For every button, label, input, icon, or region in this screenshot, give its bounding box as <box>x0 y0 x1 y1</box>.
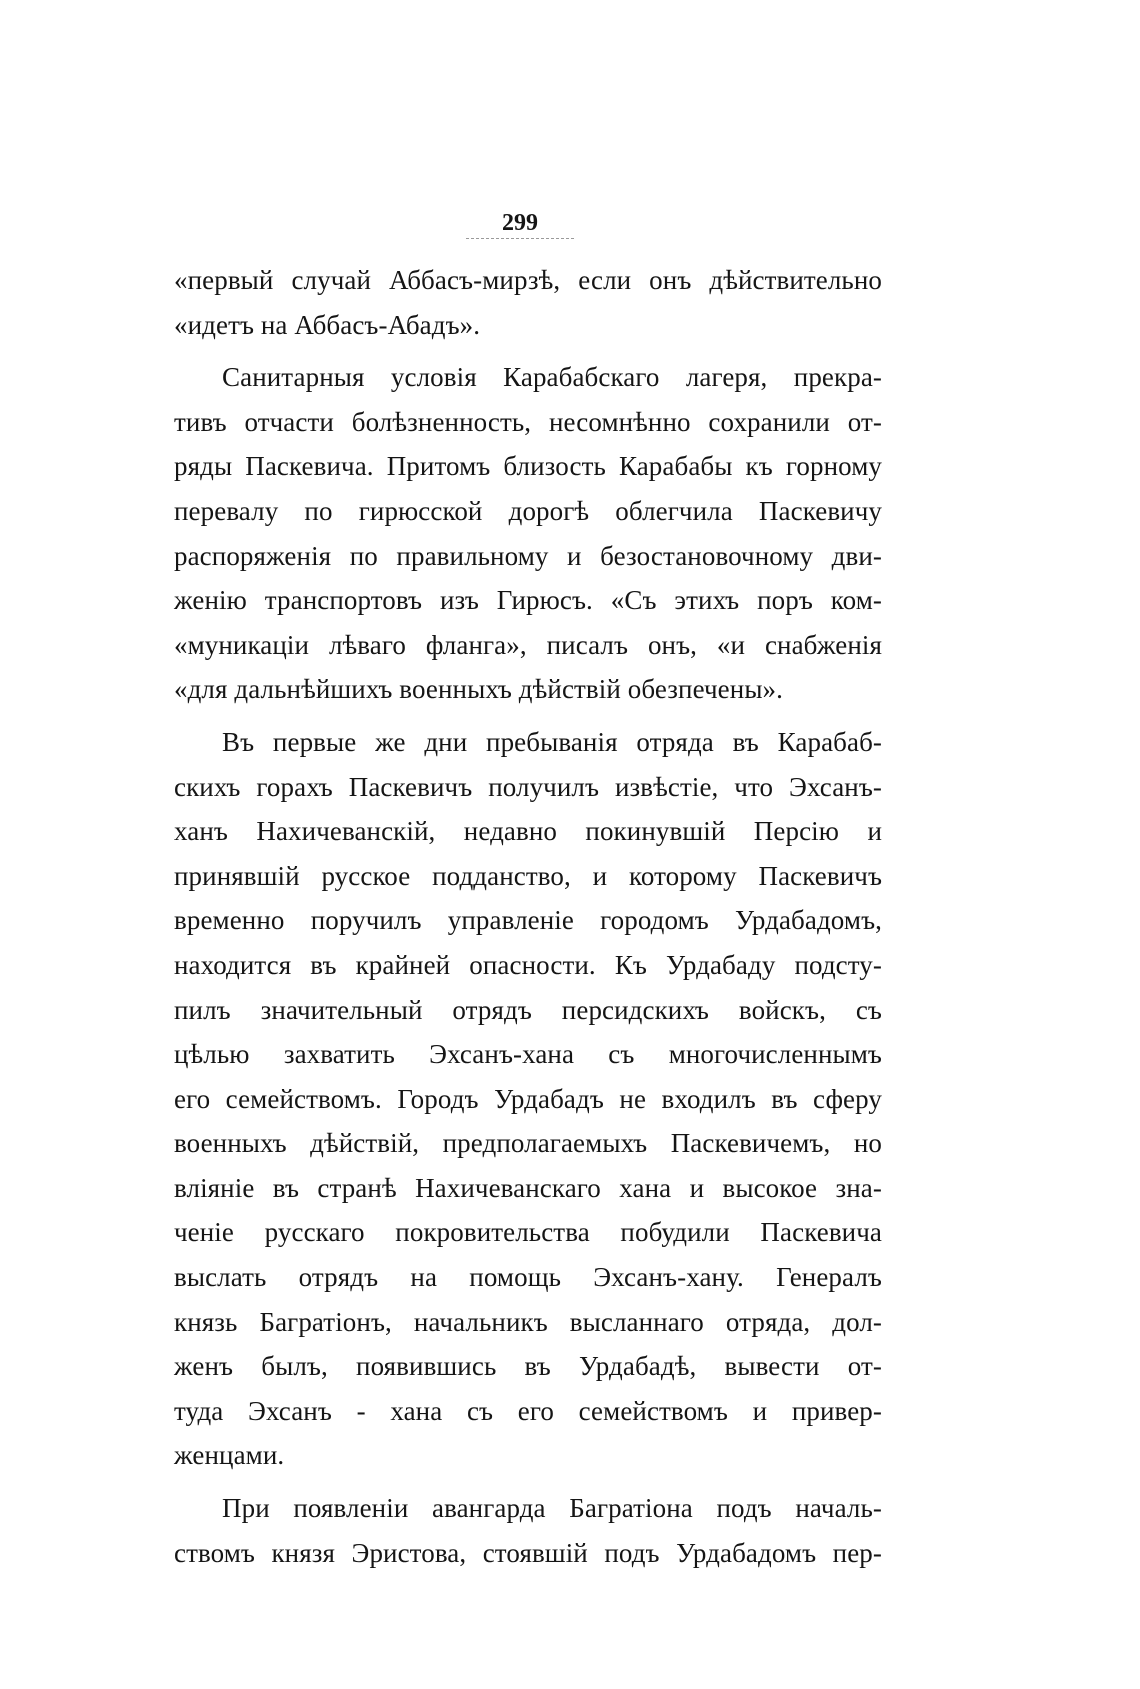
page-number: 299 <box>502 210 538 236</box>
text-line: «первый случай Аббасъ-мирзѣ, если онъ дѣйствительно <box>174 265 882 295</box>
text-line: вліяніе въ странѣ Нахичеванскаго хана и высокое зна- <box>174 1172 882 1203</box>
text-line: ханъ Нахичеванскій, недавно покинувшій Персію и <box>174 816 882 847</box>
text-line: ствомъ князя Эристова, стоявшій подъ Урдабадомъ пер- <box>174 1537 882 1568</box>
page-number-rule <box>466 238 574 239</box>
text-line: его семействомъ. Городъ Урдабадъ не входилъ въ сферу <box>174 1083 882 1114</box>
text-line: тивъ отчасти болѣзненность, несомнѣнно сохранили от- <box>174 406 882 437</box>
text-line: перевалу по гирюсской дорогѣ облегчила Паскевичу <box>174 495 882 526</box>
text-line: «идетъ на Аббасъ-Абадъ». <box>174 309 481 340</box>
text-line: находится въ крайней опасности. Къ Урдабаду подсту- <box>174 949 882 980</box>
text-line: князь Багратіонъ, начальникъ высланнаго отряда, дол- <box>174 1306 882 1337</box>
text-line: женцами. <box>174 1440 285 1471</box>
text-line: женію транспортовъ изъ Гирюсъ. «Съ этихъ поръ ком- <box>174 585 882 616</box>
text-line: скихъ горахъ Паскевичъ получилъ извѣстіе, что Эхсанъ- <box>174 771 882 802</box>
text-line: «для дальнѣйшихъ военныхъ дѣйствій обезпечены». <box>174 674 784 705</box>
text-line: Санитарныя условія Карабабскаго лагеря, прекра- <box>222 362 882 393</box>
text-line: женъ былъ, появившись въ Урдабадѣ, вывести от- <box>174 1351 882 1382</box>
text-line: При появленіи авангарда Багратіона подъ началь- <box>222 1493 882 1524</box>
text-line: Въ первые же дни пребыванія отряда въ Карабаб- <box>222 726 882 757</box>
text-line: пилъ значительный отрядъ персидскихъ войскъ, съ <box>174 994 882 1025</box>
text-line: «муникаціи лѣваго фланга», писалъ онъ, «и снабженія <box>174 629 882 660</box>
text-line: ченіе русскаго покровительства побудили Паскевича <box>174 1217 882 1248</box>
text-line: туда Эхсанъ - хана съ его семействомъ и привер- <box>174 1395 882 1426</box>
body-text <box>174 258 882 1575</box>
text-line: цѣлью захватить Эхсанъ-хана съ многочисленнымъ <box>174 1039 882 1070</box>
text-line: военныхъ дѣйствій, предполагаемыхъ Паскевичемъ, но <box>174 1128 882 1159</box>
text-line: временно поручилъ управленіе городомъ Урдабадомъ, <box>174 905 882 936</box>
text-line: распоряженія по правильному и безостановочному дви- <box>174 540 882 571</box>
text-line: ряды Паскевича. Притомъ близость Карабабы къ горному <box>174 451 882 482</box>
text-line: выслать отрядъ на помощь Эхсанъ-хану. Генералъ <box>174 1262 882 1293</box>
text-line: принявшій русское подданство, и которому Паскевичъ <box>174 860 882 891</box>
